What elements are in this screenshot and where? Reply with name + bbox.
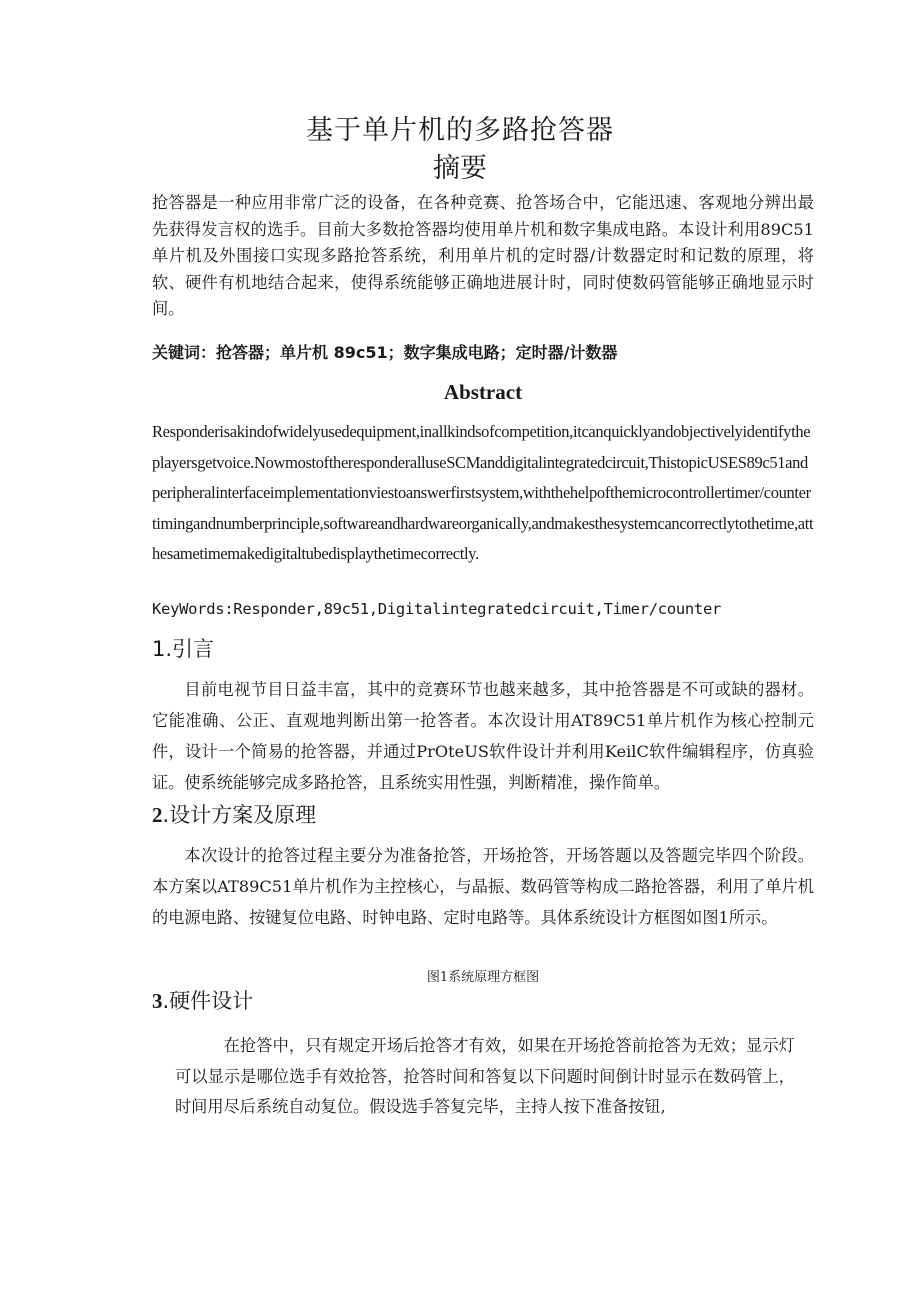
chinese-abstract: 抢答器是一种应用非常广泛的设备，在各种竞赛、抢答场合中，它能迅速、客观地分辨出最先获得发言权的选手。目前大多数抢答器均使用单片机和数字集成电路。本设计利用89C51单片机及外围接口实现多路抢答系统，利用单片机的定时器/计数器定时和记数的原理，将软、硬件有机地结合起来，使得系统能够正确地进展计时，同时使数码管能够正确地显示时间。 (152, 193, 814, 318)
section-3-number: 3 (152, 989, 163, 1013)
figure-caption: 图1系统原理方框图 (426, 970, 540, 985)
english-abstract: Responderisakindofwidelyusedequipment,inallkindsofcompetition,itcanquicklyandobjectivelyidentifytheplayersgetvoice.NowmostoftheresponderalluseSCManddigitalintegratedcircuit,ThistopicUSES89c51andperipheralinterfaceimplementationviestoanswerfirstsystem,withthehelpofthemicrocontrollertimer/countertimingandnumberprinciple,softwareandhardwareorganically,andmakesthesystemcancorrectlytothetime,atthesametimemakedigitaltubedisplaythetimecorrectly. (152, 422, 814, 563)
abstract-heading: 摘要 (433, 153, 487, 184)
section-3-body: 在抢答中，只有规定开场后抢答才有效，如果在开场抢答前抢答为无效；显示灯可以显示是哪位选手有效抢答，抢答时间和答复以下问题时间倒计时显示在数码管上，时间用尽后系统自动复位。假设选手答复完毕，主持人按下准备按钮, (175, 1036, 795, 1116)
chinese-keywords: 关键词：抢答器；单片机 89c51；数字集成电路；定时器/计数器 (152, 343, 618, 362)
section-1-heading: 1.引言 (152, 637, 215, 661)
english-keywords: KeyWords:Responder,89c51,Digitalintegratedcircuit,Timer/counter (152, 600, 722, 618)
section-1-body: 目前电视节目日益丰富，其中的竞赛环节也越来越多，其中抢答器是不可或缺的器材。它能准确、公正、直观地判断出第一抢答者。本次设计用AT89C51单片机作为核心控制元件，设计一个简易的抢答器，并通过PrOteUS软件设计并利用KeilC软件编辑程序，仿真验证。使系统能够完成多路抢答，且系统实用性强，判断精准，操作简单。 (152, 680, 814, 792)
section-2-body: 本次设计的抢答过程主要分为准备抢答，开场抢答，开场答题以及答题完毕四个阶段。本方案以AT89C51单片机作为主控核心，与晶振、数码管等构成二路抢答器，利用了单片机的电源电路、按键复位电路、时钟电路、定时电路等。具体系统设计方框图如图1所示。 (152, 846, 814, 927)
page-title: 基于单片机的多路抢答器 (306, 115, 614, 146)
section-3-title: .硬件设计 (162, 989, 254, 1013)
section-3-heading (152, 985, 253, 1015)
section-2-heading (152, 799, 316, 829)
section-2-number: 2 (152, 803, 163, 827)
english-abstract-heading: Abstract (443, 380, 523, 404)
section-2-title: .设计方案及原理 (162, 803, 317, 827)
